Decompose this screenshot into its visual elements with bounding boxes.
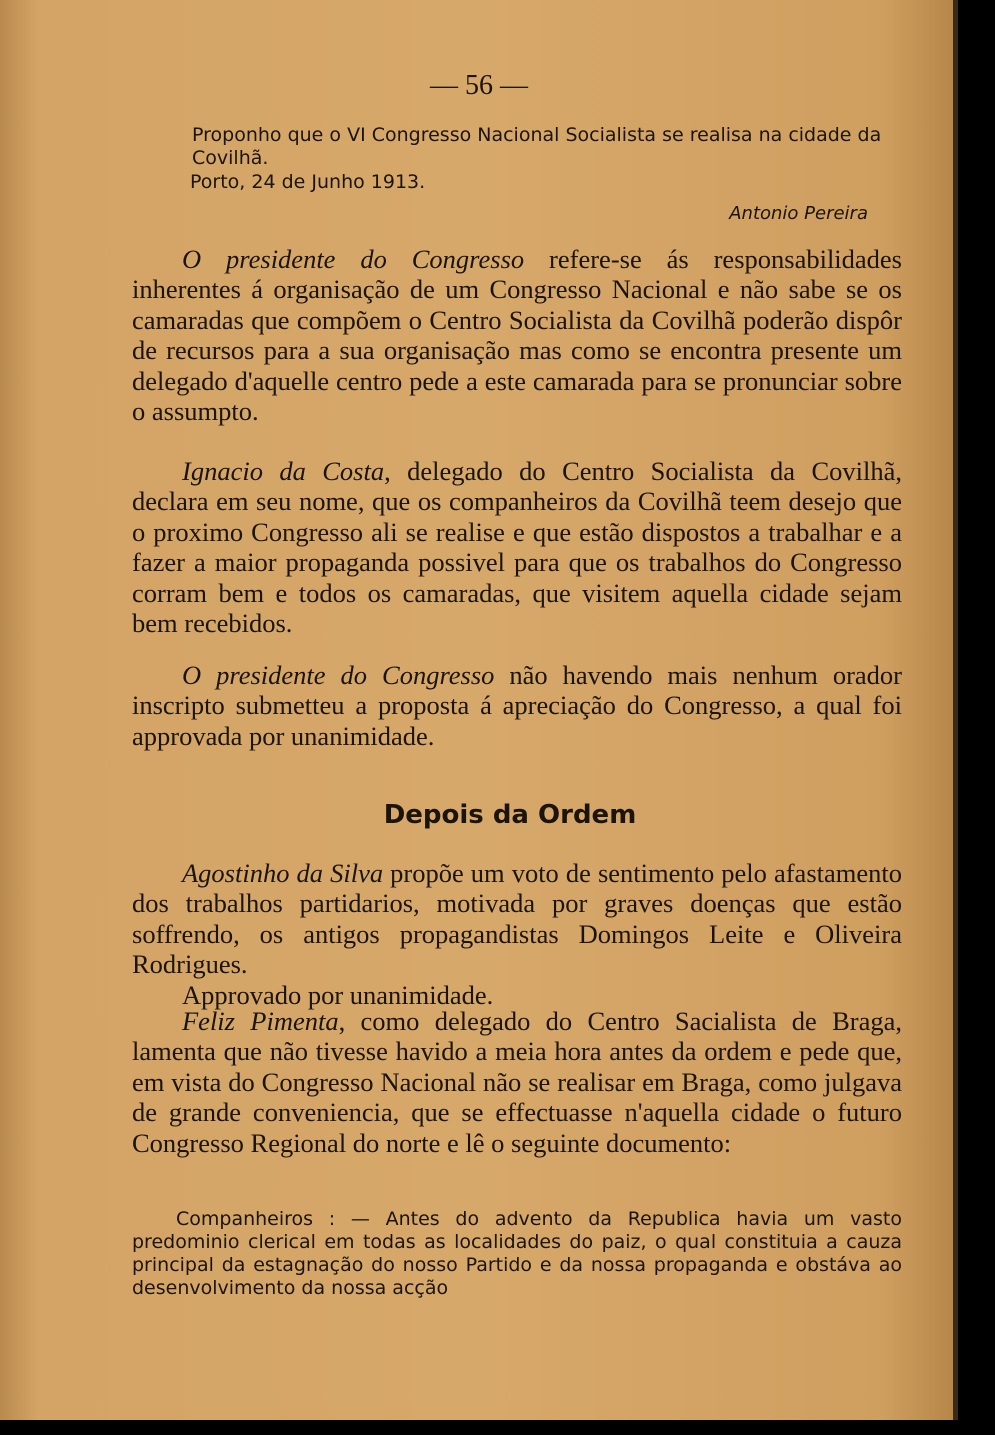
speaker-name: Feliz Pimenta <box>182 1006 339 1036</box>
paragraph-ignacio-costa <box>132 456 902 638</box>
paragraph-agostinho-silva <box>132 858 902 1010</box>
proposal-signature: Antonio Pereira <box>729 203 868 224</box>
proposal-date: Porto, 24 de Junho 1913. <box>190 171 426 193</box>
paragraph-text: não havendo mais nenhum orador inscripto submetteu a proposta á apreciação do Congresso, a qual foi approvada por unanimidade. <box>132 660 903 751</box>
quoted-document <box>132 1208 902 1300</box>
page-number: — 56 — <box>430 70 528 101</box>
paragraph-feliz-pimenta <box>132 1006 902 1158</box>
speaker-name: Agostinho da Silva <box>182 858 384 888</box>
paragraph-text: propõe um voto de sentimento pelo afastamento dos trabalhos partidarios, motivada por graves doenças que estão soffrendo, os antigos propagandistas Domingos Leite e Oliveira Rodrigues. <box>132 858 902 980</box>
paragraph-president-2 <box>132 660 902 751</box>
proposal-text <box>132 124 902 170</box>
approval-note: Approvado por unanimidade. <box>182 979 494 1010</box>
paragraph-text: refere-se ás responsabilidades inherentes á organisação de um Congresso Nacional e não sabe se os camaradas que compõem o Centro Socialista da Covilhã poderão dispôr de recursos para a sua organisação mas como se encontra presente um delegado d'aquelle centro pede a este camarada para se pronunciar sobre o assumpto. <box>132 244 902 427</box>
section-heading: Depois da Ordem <box>383 800 637 830</box>
speaker-name: O presidente do Congresso <box>182 660 495 690</box>
speaker-name: O presidente do Congresso <box>182 244 525 274</box>
proposal-body: Proponho que o VI Congresso Nacional Socialista se realisa na cidade da Covilhã. <box>192 124 882 169</box>
page-edge-shadow <box>953 0 958 1420</box>
paragraph-text: , como delegado do Centro Sacialista de Braga, lamenta que não tivesse havido a meia hora antes da ordem e pede que, em vista do Congresso Nacional não se realisar em Braga, como julgava de grande conveniencia, que se effectuasse n'aquella cidade o futuro Congresso Regional do norte e lê o seguinte documento: <box>132 1006 902 1158</box>
document-text: Companheiros : — Antes do advento da Republica havia um vasto predominio clerical em todas as localidades do paiz, o qual constituia a cauza principal da estagnação do nosso Partido e da nossa propaganda e obstáva ao desenvolvimento da nossa acção <box>132 1208 902 1299</box>
paragraph-president-1 <box>132 244 902 426</box>
speaker-name: Ignacio da Costa <box>182 456 385 486</box>
paragraph-text: , delegado do Centro Socialista da Covilhã, declara em seu nome, que os companheiros da Covilhã teem desejo que o proximo Congresso ali se realise e que estão dispostos a trabalhar e a fazer a maior propaganda possivel para que os trabalhos do Congresso corram bem e todos os camaradas, que visitem aquella cidade sejam bem recebidos. <box>132 456 902 639</box>
